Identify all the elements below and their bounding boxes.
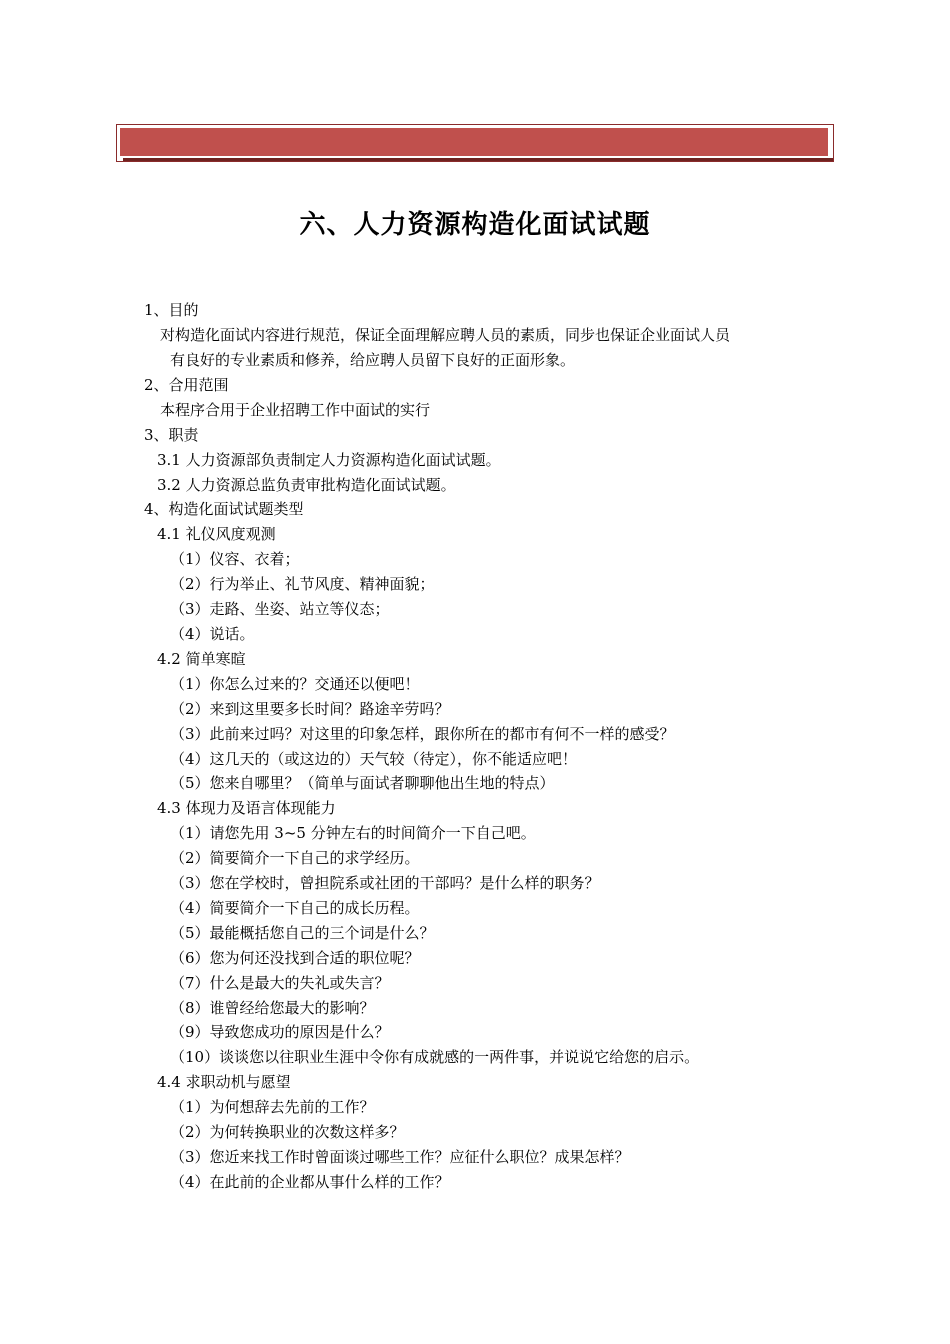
header-banner-fill [120, 128, 828, 156]
list-item: （3）您近来找工作时曾面谈过哪些工作？应征什么职位？成果怎样？ [170, 1148, 630, 1166]
list-item: （2）简要简介一下自己的求学经历。 [170, 849, 420, 867]
page-title: 六、人力资源构造化面试试题 [299, 210, 651, 240]
list-item: （2）为何转换职业的次数这样多？ [170, 1123, 405, 1141]
list-item: （4）简要简介一下自己的成长历程。 [170, 899, 420, 917]
list-item: （4）在此前的企业都从事什么样的工作？ [170, 1173, 450, 1191]
section-heading: 2、合用范围 [144, 376, 229, 394]
subsection-heading: 4.2 简单寒暄 [157, 650, 246, 668]
list-item: （1）仪容、衣着； [170, 550, 300, 568]
paragraph-line: 对构造化面试内容进行规范，保证全面理解应聘人员的素质，同步也保证企业面试人员 [160, 326, 731, 344]
subsection-heading: 4.4 求职动机与愿望 [157, 1073, 291, 1091]
subsection-line: 3.2 人力资源总监负责审批构造化面试试题。 [157, 476, 456, 494]
list-item: （5）您来自哪里？（简单与面试者聊聊他出生地的特点） [170, 774, 555, 792]
section-heading: 4、构造化面试试题类型 [144, 500, 304, 518]
list-item: （10）谈谈您以往职业生涯中令你有成就感的一两件事，并说说它给您的启示。 [170, 1048, 700, 1066]
list-item: （3）您在学校时，曾担院系或社团的干部吗？是什么样的职务？ [170, 874, 600, 892]
list-item: （6）您为何还没找到合适的职位呢？ [170, 949, 420, 967]
list-item: （1）你怎么过来的？交通还以便吧！ [170, 675, 420, 693]
section-heading: 3、职责 [144, 426, 199, 444]
list-item: （2）来到这里要多长时间？路途辛劳吗？ [170, 700, 450, 718]
paragraph-line: 有良好的专业素质和修养，给应聘人员留下良好的正面形象。 [170, 351, 576, 369]
header-banner-shadow [123, 158, 833, 161]
header-banner [116, 124, 834, 162]
subsection-heading: 4.3 体现力及语言体现能力 [157, 799, 336, 817]
paragraph-line: 本程序合用于企业招聘工作中面试的实行 [160, 401, 431, 419]
list-item: （9）导致您成功的原因是什么？ [170, 1023, 390, 1041]
list-item: （8）谁曾经给您最大的影响？ [170, 999, 375, 1017]
list-item: （3）走路、坐姿、站立等仪态； [170, 600, 390, 618]
list-item: （4）这几天的（或这边的）天气较（待定），你不能适应吧！ [170, 750, 578, 768]
list-item: （3）此前来过吗？对这里的印象怎样，跟你所在的都市有何不一样的感受？ [170, 725, 675, 743]
list-item: （1）为何想辞去先前的工作？ [170, 1098, 375, 1116]
list-item: （1）请您先用 3~5 分钟左右的时间简介一下自己吧。 [170, 824, 536, 842]
list-item: （4）说话。 [170, 625, 255, 643]
subsection-line: 3.1 人力资源部负责制定人力资源构造化面试试题。 [157, 451, 501, 469]
section-heading: 1、目的 [144, 301, 199, 319]
list-item: （2）行为举止、礼节风度、精神面貌； [170, 575, 435, 593]
list-item: （5）最能概括您自己的三个词是什么？ [170, 924, 435, 942]
list-item: （7）什么是最大的失礼或失言？ [170, 974, 390, 992]
subsection-heading: 4.1 礼仪风度观测 [157, 525, 276, 543]
